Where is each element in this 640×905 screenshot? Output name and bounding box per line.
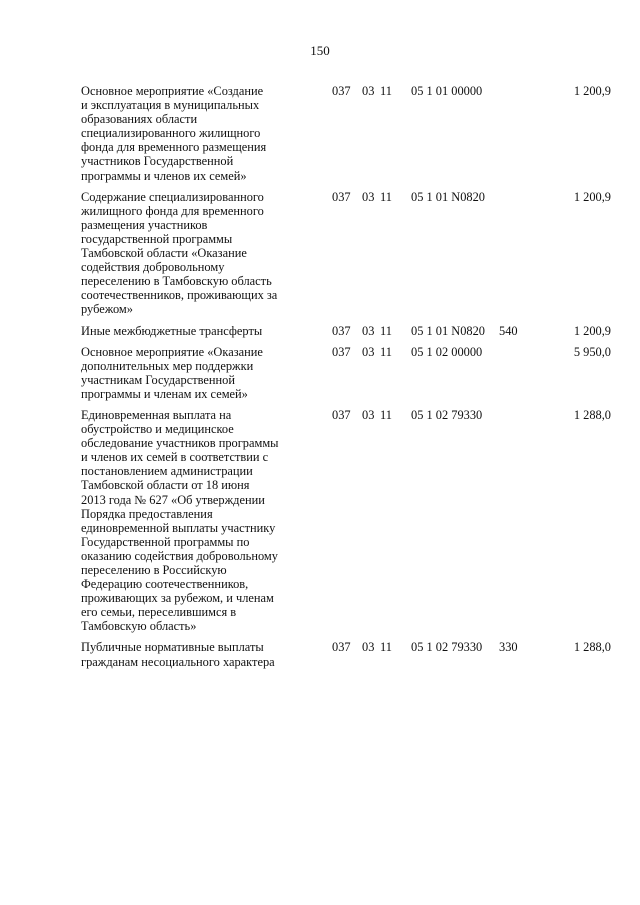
row-csr: 05 1 02 79330 — [411, 407, 483, 422]
row-rz: 03 — [362, 344, 375, 359]
row-pr: 11 — [380, 344, 392, 359]
row-ved: 037 — [332, 640, 351, 655]
budget-table — [81, 84, 611, 676]
row-pr: 11 — [380, 407, 392, 422]
row-name: Основное мероприятие «Создание и эксплуатация в муниципальных образованиях области специализированного жилищного фонда для временного размещения участников Государственной программы и членов их семей» — [81, 84, 267, 183]
row-rz: 03 — [362, 189, 375, 204]
row-ved: 037 — [332, 189, 351, 204]
table-row — [81, 84, 611, 183]
row-sum: 5 950,0 — [573, 344, 611, 359]
row-ved: 037 — [332, 344, 351, 359]
row-rz: 03 — [362, 407, 375, 422]
row-sum: 1 200,9 — [573, 84, 611, 98]
table-row — [81, 345, 611, 401]
row-name: Единовременная выплата на обустройство и медицинское обследование участников программы и членов их семей в соответствии с постановлением администрации Тамбовской области от 18 июня 2013 года № 627 «Об утверждении Порядка предоставления единовременной выплаты участнику Государственной программы по оказанию содействия добровольному переселению в Российскую Федерацию соотечественников, проживающих за рубежом, и членам его семьи, переселившимся в Тамбовскую область» — [81, 407, 279, 634]
row-name: Иные межбюджетные трансферты — [81, 323, 263, 338]
row-ved: 037 — [332, 407, 351, 422]
row-csr: 05 1 01 00000 — [411, 84, 483, 98]
row-csr: 05 1 02 00000 — [411, 344, 483, 359]
row-ved: 037 — [332, 84, 351, 98]
page-number: 150 — [310, 43, 330, 58]
row-pr: 11 — [380, 640, 392, 655]
table-row — [81, 640, 611, 668]
row-pr: 11 — [380, 189, 392, 204]
row-name: Публичные нормативные выплаты гражданам несоциального характера — [81, 640, 275, 669]
row-csr: 05 1 01 N0820 — [411, 323, 485, 338]
row-sum: 1 288,0 — [573, 407, 611, 422]
row-csr: 05 1 02 79330 — [411, 640, 483, 655]
row-sum: 1 200,9 — [573, 189, 611, 204]
row-rz: 03 — [362, 323, 375, 338]
row-rz: 03 — [362, 640, 375, 655]
row-pr: 11 — [380, 84, 392, 98]
row-ved: 037 — [332, 323, 351, 338]
table-row — [81, 324, 611, 338]
row-vr: 330 — [499, 640, 518, 655]
row-csr: 05 1 01 N0820 — [411, 189, 485, 204]
row-name: Основное мероприятие «Оказание дополнительных мер поддержки участникам Государственной программы и членам их семей» — [81, 344, 263, 401]
row-sum: 1 288,0 — [573, 640, 611, 655]
row-sum: 1 200,9 — [573, 323, 611, 338]
row-pr: 11 — [380, 323, 392, 338]
table-row — [81, 190, 611, 317]
row-rz: 03 — [362, 84, 375, 98]
table-row — [81, 408, 611, 634]
row-vr: 540 — [499, 323, 518, 338]
row-name: Содержание специализированного жилищного фонда для временного размещения участников государственной программы Тамбовской области «Оказание содействия добровольному переселению в Тамбовскую область соотечественников, проживающих за рубежом» — [81, 189, 278, 317]
